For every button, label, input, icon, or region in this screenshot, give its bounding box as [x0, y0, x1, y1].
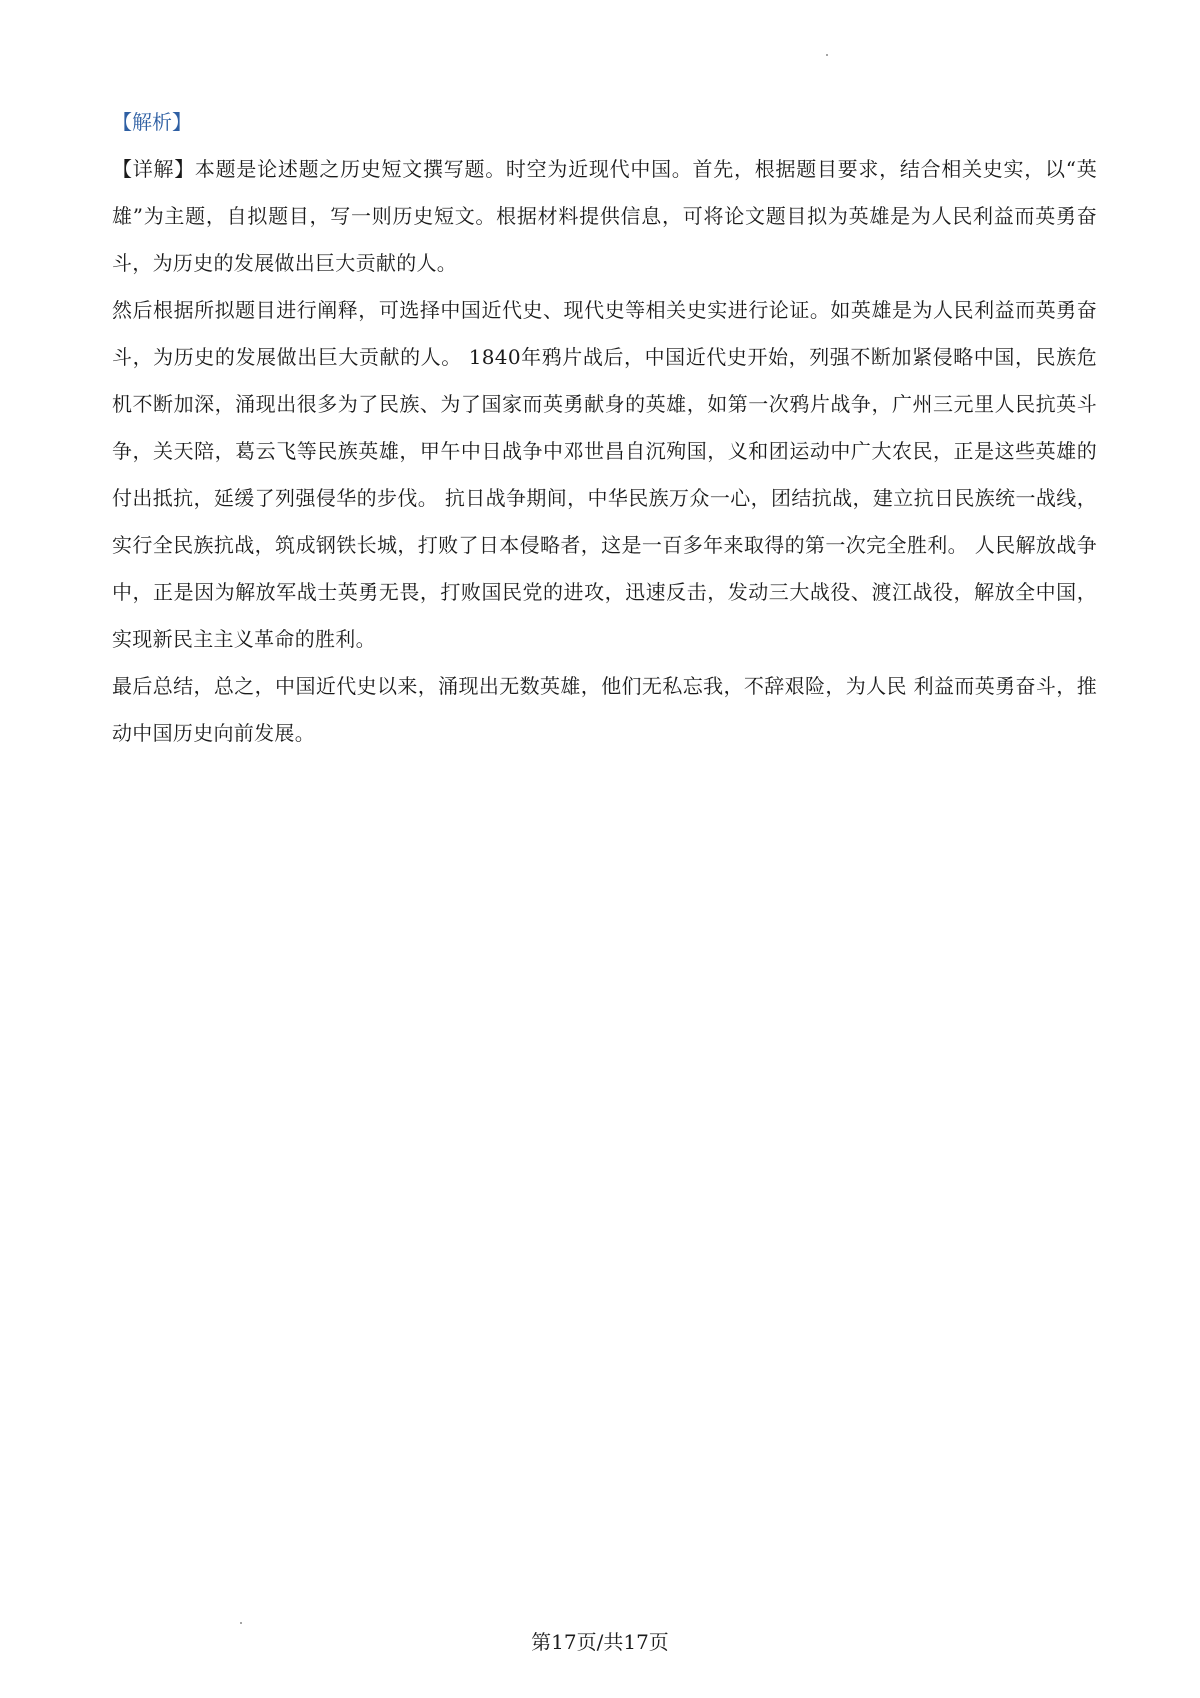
paragraph-conclusion: 最后总结，总之，中国近代史以来，涌现出无数英雄，他们无私忘我，不辞艰险，为人民 利益而英勇奋斗，推动中国历史向前发展。	[112, 674, 1097, 745]
scan-speck	[826, 54, 828, 56]
paragraph-detail: 【详解】本题是论述题之历史短文撰写题。时空为近现代中国。首先，根据题目要求，结合相关史实，以“英雄”为主题，自拟题目，写一则历史短文。根据材料提供信息，可将论文题目拟为英雄是为人民利益而英勇奋斗，为历史的发展做出巨大贡献的人。	[112, 157, 1097, 275]
page-number: 第17页/共17页	[531, 1630, 669, 1654]
answer-content	[112, 98, 1097, 757]
paragraph-argument: 然后根据所拟题目进行阐释，可选择中国近代史、现代史等相关史实进行论证。如英雄是为人民利益而英勇奋斗，为历史的发展做出巨大贡献的人。 1840年鸦片战后，中国近代史开始，列强不断加紧侵略中国，民族危机不断加深，涌现出很多为了民族、为了国家而英勇献身的英雄，如第一次鸦片战争，广州三元里人民抗英斗争，关天陪，葛云飞等民族英雄，甲午中日战争中邓世昌自沉殉国，义和团运动中广大农民，正是这些英雄的付出抵抗，延缓了列强侵华的步伐。 抗日战争期间，中华民族万众一心，团结抗战，建立抗日民族统一战线，实行全民族抗战，筑成钢铁长城，打败了日本侵略者，这是一百多年来取得的第一次完全胜利。 人民解放战争中，正是因为解放军战士英勇无畏，打败国民党的进攻，迅速反击，发动三大战役、渡江战役，解放全中国，实现新民主主义革命的胜利。	[112, 298, 1097, 651]
section-label-analysis: 【解析】	[112, 110, 192, 134]
scan-speck	[240, 1622, 242, 1624]
